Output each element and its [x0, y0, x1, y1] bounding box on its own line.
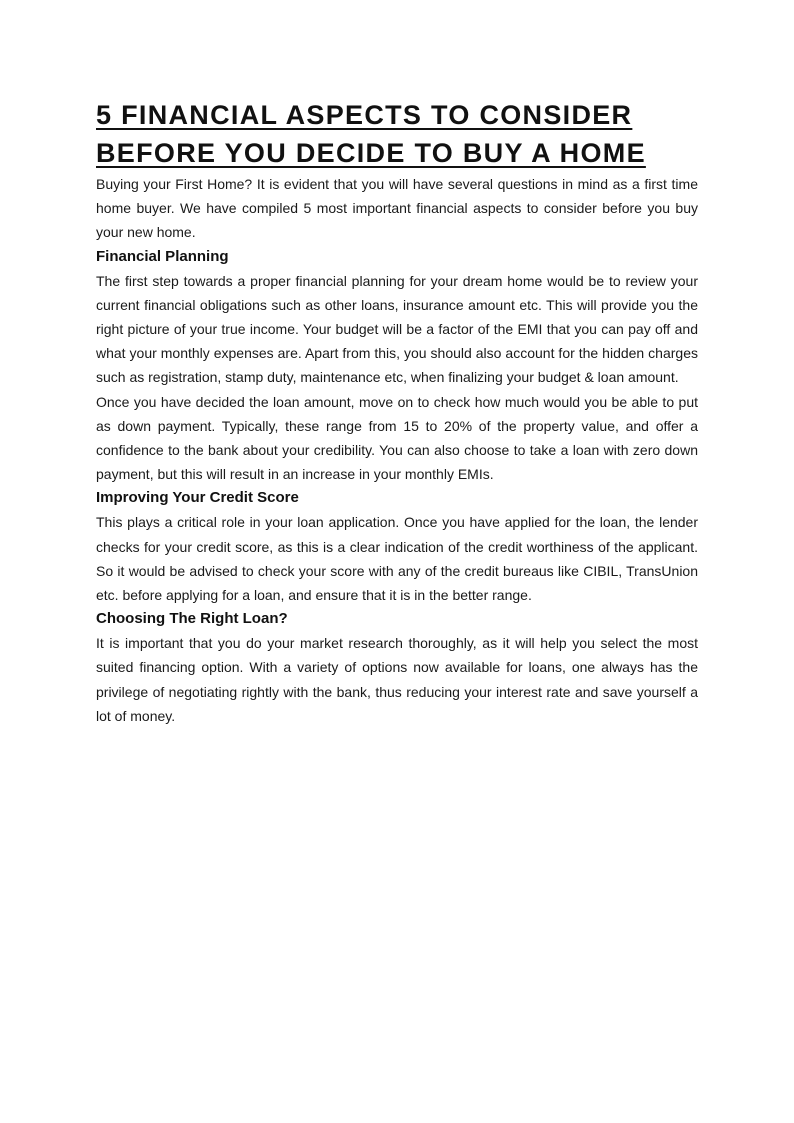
- title-line-1: 5 FINANCIAL ASPECTS TO CONSIDER: [96, 100, 633, 130]
- document-page: [96, 96, 698, 728]
- section-heading-credit-score: Improving Your Credit Score: [96, 489, 299, 507]
- document-title: [96, 96, 698, 172]
- credit-score-paragraph: This plays a critical role in your loan application. Once you have applied for the loan, the lender checks for your credit score, as this is a clear indication of the credit worthiness of the applicant. So it would be advised to check your score with any of the credit bureaus like CIBIL, TransUnion etc. before applying for a loan, and ensure that it is in the better range.: [96, 514, 698, 604]
- section-heading-financial-planning: Financial Planning: [96, 247, 229, 265]
- section-heading-right-loan: Choosing The Right Loan?: [96, 610, 288, 628]
- financial-planning-paragraph-1: The first step towards a proper financial planning for your dream home would be to review your current financial obligations such as other loans, insurance amount etc. This will provide you the right picture of your true income. Your budget will be a factor of the EMI that you can pay off and what your monthly expenses are. Apart from this, you should also account for the hidden charges such as registration, stamp duty, maintenance etc, when finalizing your budget & loan amount.: [96, 272, 698, 386]
- right-loan-paragraph: It is important that you do your market research thoroughly, as it will help you select the most suited financing option. With a variety of options now available for loans, one always has the privilege of negotiating rightly with the bank, thus reducing your interest rate and save yourself a lot of money.: [96, 635, 698, 724]
- financial-planning-paragraph-2: Once you have decided the loan amount, move on to check how much would you be able to put as down payment. Typically, these range from 15 to 20% of the property value, and offer a confidence to the bank about your credibility. You can also choose to take a loan with zero down payment, but this will result in an increase in your monthly EMIs.: [96, 393, 698, 483]
- intro-paragraph: Buying your First Home? It is evident that you will have several questions in mind as a first time home buyer. We have compiled 5 most important financial aspects to consider before you buy your new home.: [96, 176, 698, 241]
- title-line-2: BEFORE YOU DECIDE TO BUY A HOME: [96, 138, 646, 168]
